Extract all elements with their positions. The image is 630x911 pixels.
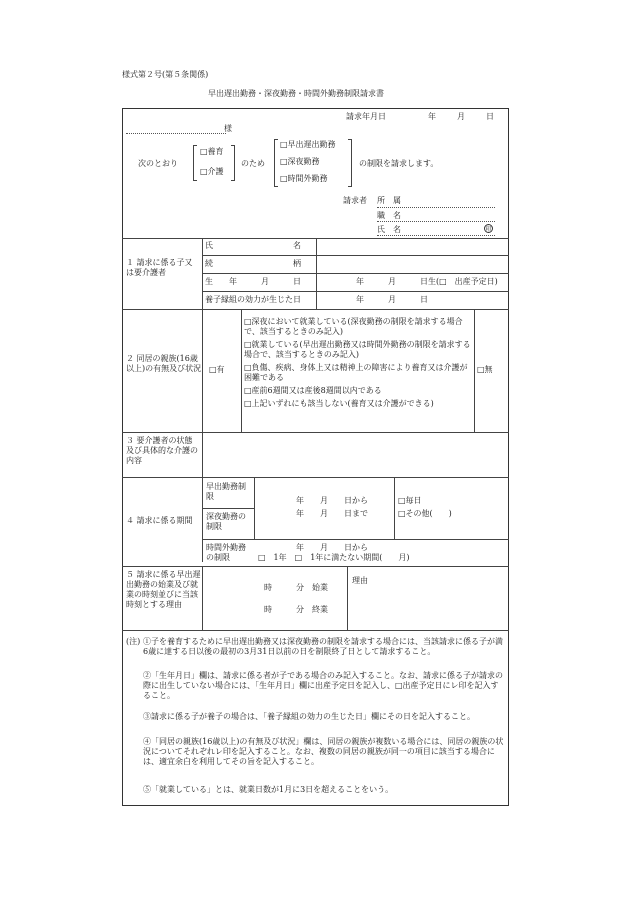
checkbox-overtime[interactable]: □時間外勤務 [280, 174, 328, 183]
sec4-date-from[interactable]: 年 月 日から [296, 496, 368, 505]
request-date-day: 日 [486, 112, 494, 121]
checkbox-night[interactable]: □深夜勤務 [280, 157, 320, 166]
requester-name-label: 氏 名 [377, 225, 401, 234]
note-1: ①子を養育するために早出遅出勤務又は深夜勤務の制限を請求する場合には、当該請求に係る子が満6歳に達する日以後の最初の3月31日以前の日を制限終了日として請求すること。 [143, 637, 503, 656]
form-number: 様式第２号(第５条関係) [122, 70, 209, 79]
addressee-suffix: 様 [224, 124, 232, 133]
sec1-adoption-value[interactable]: 年 月 日 [356, 295, 428, 304]
note-3: ③請求に係る子が養子の場合は、「養子縁組の効力の生じた日」欄にその日を記入すること。 [143, 712, 475, 721]
sec1-name-label: 氏 名 [205, 241, 301, 250]
requester-name-field[interactable] [377, 235, 495, 236]
sec5-reason-label: 理由 [352, 576, 368, 585]
seal-icon: 印 [485, 226, 492, 233]
request-date-year: 年 [428, 112, 436, 121]
request-date-month: 月 [457, 112, 465, 121]
sec2-item-maternity[interactable]: □産前6週間又は産後8週間以内である [244, 386, 382, 395]
sec1-birth-label: 生 年 月 日 [205, 277, 301, 286]
notes-prefix: (注) [126, 637, 141, 646]
sec4-daily-checkbox[interactable]: □毎日 [398, 496, 422, 505]
sec2-label: ２ 同居の親族(16歳以上)の有無及び状況 [126, 354, 202, 373]
sec4-early-late-label: 早出勤務制限 [206, 482, 246, 501]
sec4-night-label: 深夜勤務の制限 [206, 512, 246, 531]
request-date-label: 請求年月日 [346, 112, 386, 121]
sec4-overtime-options[interactable]: □ 1年 □ 1年に満たない期間( 月) [258, 553, 410, 562]
checkbox-early-late[interactable]: □早出遅出勤務 [280, 140, 336, 149]
note-2: ②「生年月日」欄は、請求に係る者が子である場合のみ記入すること。なお、請求に係る子が請求の際に出生していない場合には、「生年月日」欄に出産予定日を記入し、□出産予定日にレ印を記入すること。 [143, 671, 503, 700]
sec3-content-field[interactable] [204, 434, 506, 474]
requester-label: 請求者 [343, 196, 367, 205]
request-mid: のため [241, 159, 265, 168]
requester-position-field[interactable] [377, 221, 495, 222]
sec5-label: ５ 請求に係る早出遅出勤務の始業及び就業の時刻並びに当該時刻とする理由 [126, 570, 201, 609]
sec2-item-none[interactable]: □上記いずれにも該当しない(養育又は介護ができる) [244, 399, 434, 408]
sec3-label: ３ 要介護者の状態及び具体的な介護の内容 [126, 436, 198, 465]
sec1-adoption-label: 養子縁組の効力が生じた日 [205, 295, 301, 304]
checkbox-care-raise[interactable]: □養育 [200, 147, 224, 156]
request-prefix: 次のとおり [138, 159, 178, 168]
sec1-relation-label: 続 柄 [205, 259, 301, 268]
requester-position-label: 職 名 [377, 211, 401, 220]
sec2-yes-checkbox[interactable]: □有 [209, 365, 225, 374]
sec4-overtime-label: 時間外勤務の制限 [206, 543, 246, 562]
sec4-other-checkbox[interactable]: □その他( ) [398, 509, 452, 518]
sec5-end-time[interactable]: 時 分 終業 [264, 605, 328, 614]
addressee-field[interactable] [126, 133, 226, 134]
sec4-label: ４ 請求に係る期間 [126, 516, 193, 525]
sec4-date-to[interactable]: 年 月 日まで [296, 509, 368, 518]
sec1-label: １ 請求に係る子又は要介護者 [126, 258, 193, 277]
sec1-birth-value[interactable]: 年 月 日生(□ 出産予定日) [356, 277, 498, 286]
requester-affiliation-label: 所 属 [377, 196, 401, 205]
sec4-overtime-date[interactable]: 年 月 日から [296, 543, 368, 552]
request-suffix: の制限を請求します。 [359, 159, 439, 168]
sec2-no-checkbox[interactable]: □無 [477, 365, 493, 374]
note-4: ④「同居の親族(16歳以上)の有無及び状況」欄は、同居の親族が複数いる場合には、同居の親族の状況についてそれぞれレ印を記入すること。なお、複数の同居の親族が同一の項目に該当する場合には、適宜余白を利用してその旨を記入すること。 [143, 737, 504, 766]
checkbox-care-nurse[interactable]: □介護 [200, 167, 224, 176]
sec2-item-disability[interactable]: □負傷、疾病、身体上又は精神上の障害により養育又は介護が困難である [244, 363, 468, 382]
sec2-item-working[interactable]: □就業している(早出遅出勤務又は時間外勤務の制限を請求する場合で、該当するときのみ記入) [244, 340, 471, 359]
sec2-item-night[interactable]: □深夜において就業している(深夜勤務の制限を請求する場合で、該当するときのみ記入) [244, 317, 463, 336]
form-title: 早出遅出勤務・深夜勤務・時間外勤務制限請求書 [208, 89, 384, 98]
sec5-start-time[interactable]: 時 分 始業 [264, 583, 328, 592]
requester-affiliation-field[interactable] [377, 207, 495, 208]
note-5: ⑤「就業している」とは、就業日数が1月に3日を超えることをいう。 [143, 785, 394, 794]
